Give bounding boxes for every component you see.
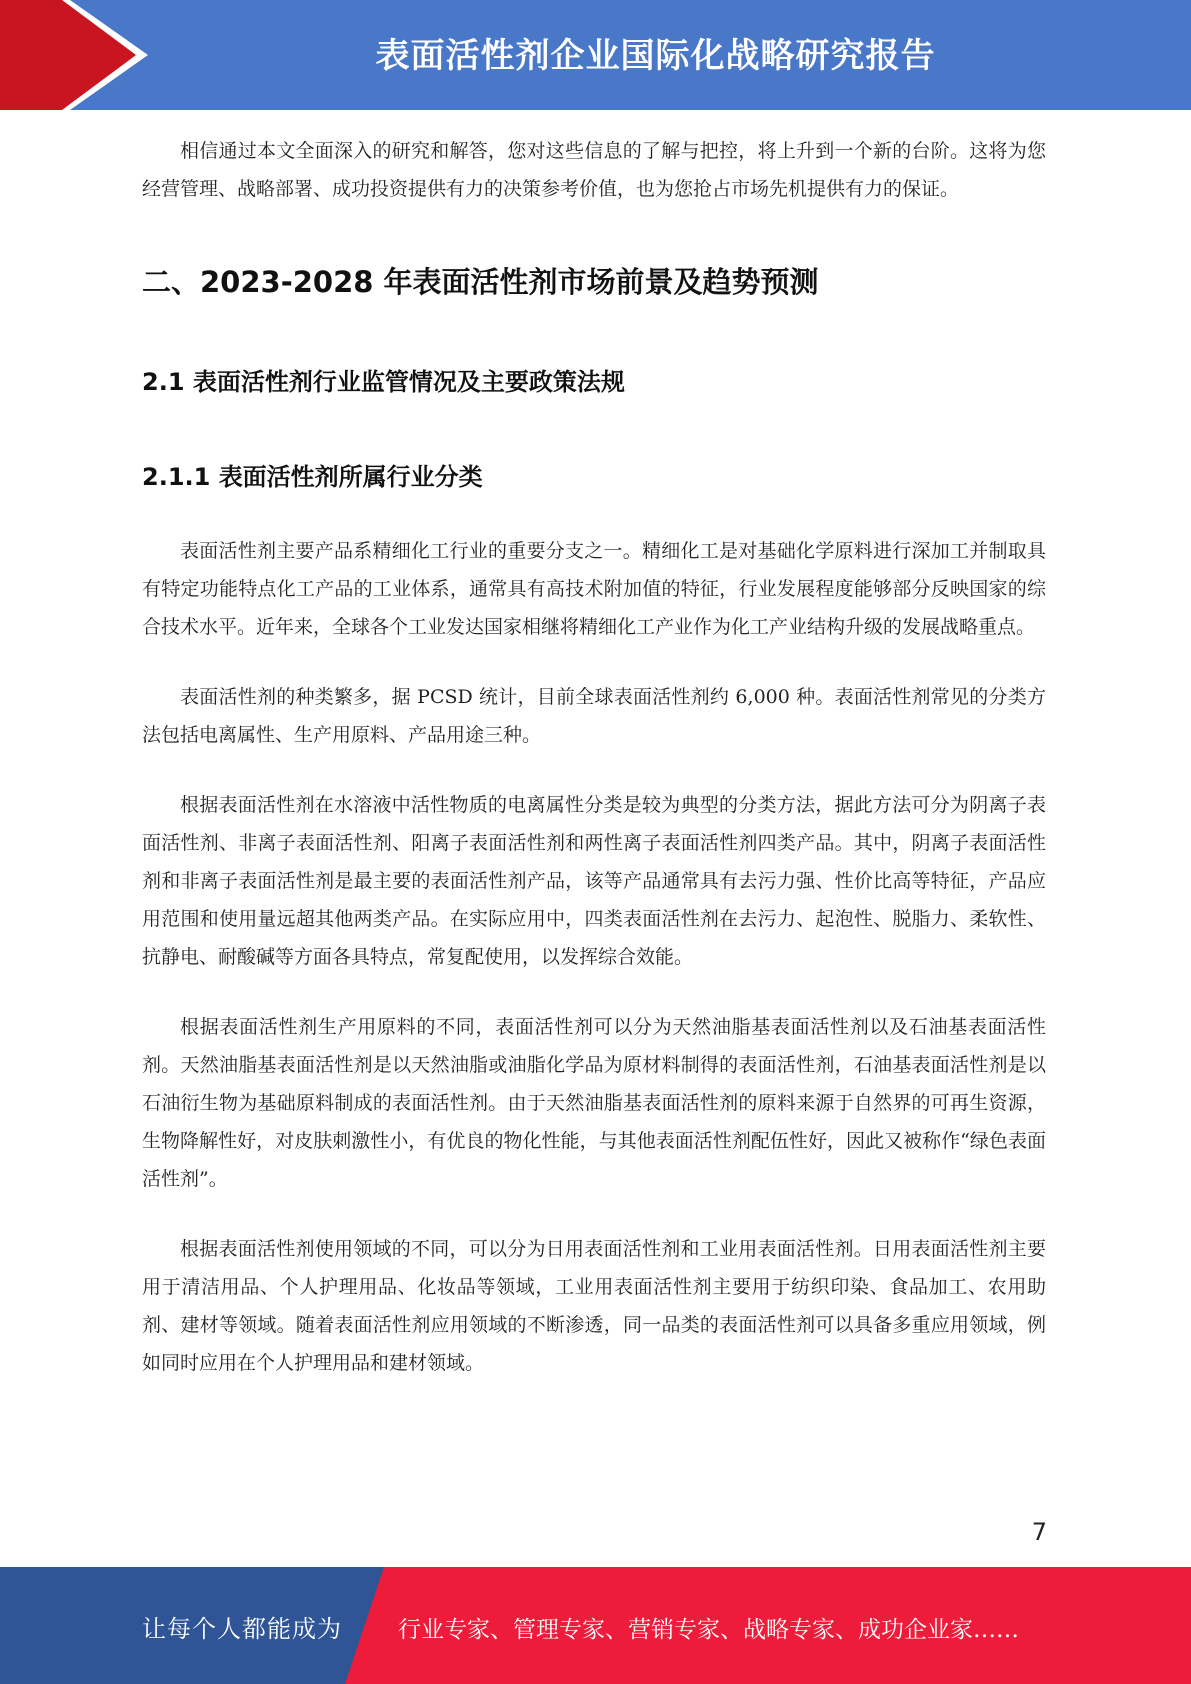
body-paragraph: 表面活性剂的种类繁多，据 PCSD 统计，目前全球表面活性剂约 6,000 种。表面活性剂常见的分类方法包括电离属性、生产用原料、产品用途三种。 [142, 686, 1046, 746]
body-paragraph: 根据表面活性剂在水溶液中活性物质的电离属性分类是较为典型的分类方法，据此方法可分为阴离子表面活性剂、非离子表面活性剂、阳离子表面活性剂和两性离子表面活性剂四类产品。其中，阴离子表面活性剂和非离子表面活性剂是最主要的表面活性剂产品，该等产品通常具有去污力强、性价比高等特征，产品应用范围和使用量远超其他两类产品。在实际应用中，四类表面活性剂在去污力、起泡性、脱脂力、柔软性、抗静电、耐酸碱等方面各具特点，常复配使用，以发挥综合效能。 [142, 794, 1046, 968]
footer-slogan-left: 让每个人都能成为 [142, 1615, 342, 1643]
header-title: 表面活性剂企业国际化战略研究报告 [375, 36, 936, 76]
intro-paragraph: 相信通过本文全面深入的研究和解答，您对这些信息的了解与把控，将上升到一个新的台阶。这将为您经营管理、战略部署、成功投资提供有力的决策参考价值，也为您抢占市场先机提供有力的保证。 [142, 140, 1046, 200]
subsubsection-heading: 2.1.1 表面活性剂所属行业分类 [142, 463, 483, 491]
body-paragraph: 根据表面活性剂生产用原料的不同，表面活性剂可以分为天然油脂基表面活性剂以及石油基表面活性剂。天然油脂基表面活性剂是以天然油脂或油脂化学品为原材料制得的表面活性剂，石油基表面活性剂是以石油衍生物为基础原料制成的表面活性剂。由于天然油脂基表面活性剂的原料来源于自然界的可再生资源，生物降解性好，对皮肤刺激性小，有优良的物化性能，与其他表面活性剂配伍性好，因此又被称作“绿色表面活性剂”。 [142, 1016, 1046, 1190]
body-paragraph: 表面活性剂主要产品系精细化工行业的重要分支之一。精细化工是对基础化学原料进行深加工并制取具有特定功能特点化工产品的工业体系，通常具有高技术附加值的特征，行业发展程度能够部分反映国家的综合技术水平。近年来，全球各个工业发达国家相继将精细化工产业作为化工产业结构升级的发展战略重点。 [142, 540, 1046, 638]
body-paragraph: 根据表面活性剂使用领域的不同，可以分为日用表面活性剂和工业用表面活性剂。日用表面活性剂主要用于清洁用品、个人护理用品、化妆品等领域，工业用表面活性剂主要用于纺织印染、食品加工、农用助剂、建材等领域。随着表面活性剂应用领域的不断渗透，同一品类的表面活性剂可以具备多重应用领域，例如同时应用在个人护理用品和建材领域。 [142, 1238, 1046, 1374]
page-number: 7 [1031, 1518, 1047, 1546]
footer-slogan-right: 行业专家、管理专家、营销专家、战略专家、成功企业家…… [398, 1617, 1019, 1643]
section-heading: 二、2023-2028 年表面活性剂市场前景及趋势预测 [142, 265, 819, 299]
subsection-heading: 2.1 表面活性剂行业监管情况及主要政策法规 [142, 368, 625, 396]
page-content [142, 132, 1046, 1382]
page-header [0, 0, 1191, 110]
page-footer [0, 1567, 1191, 1684]
